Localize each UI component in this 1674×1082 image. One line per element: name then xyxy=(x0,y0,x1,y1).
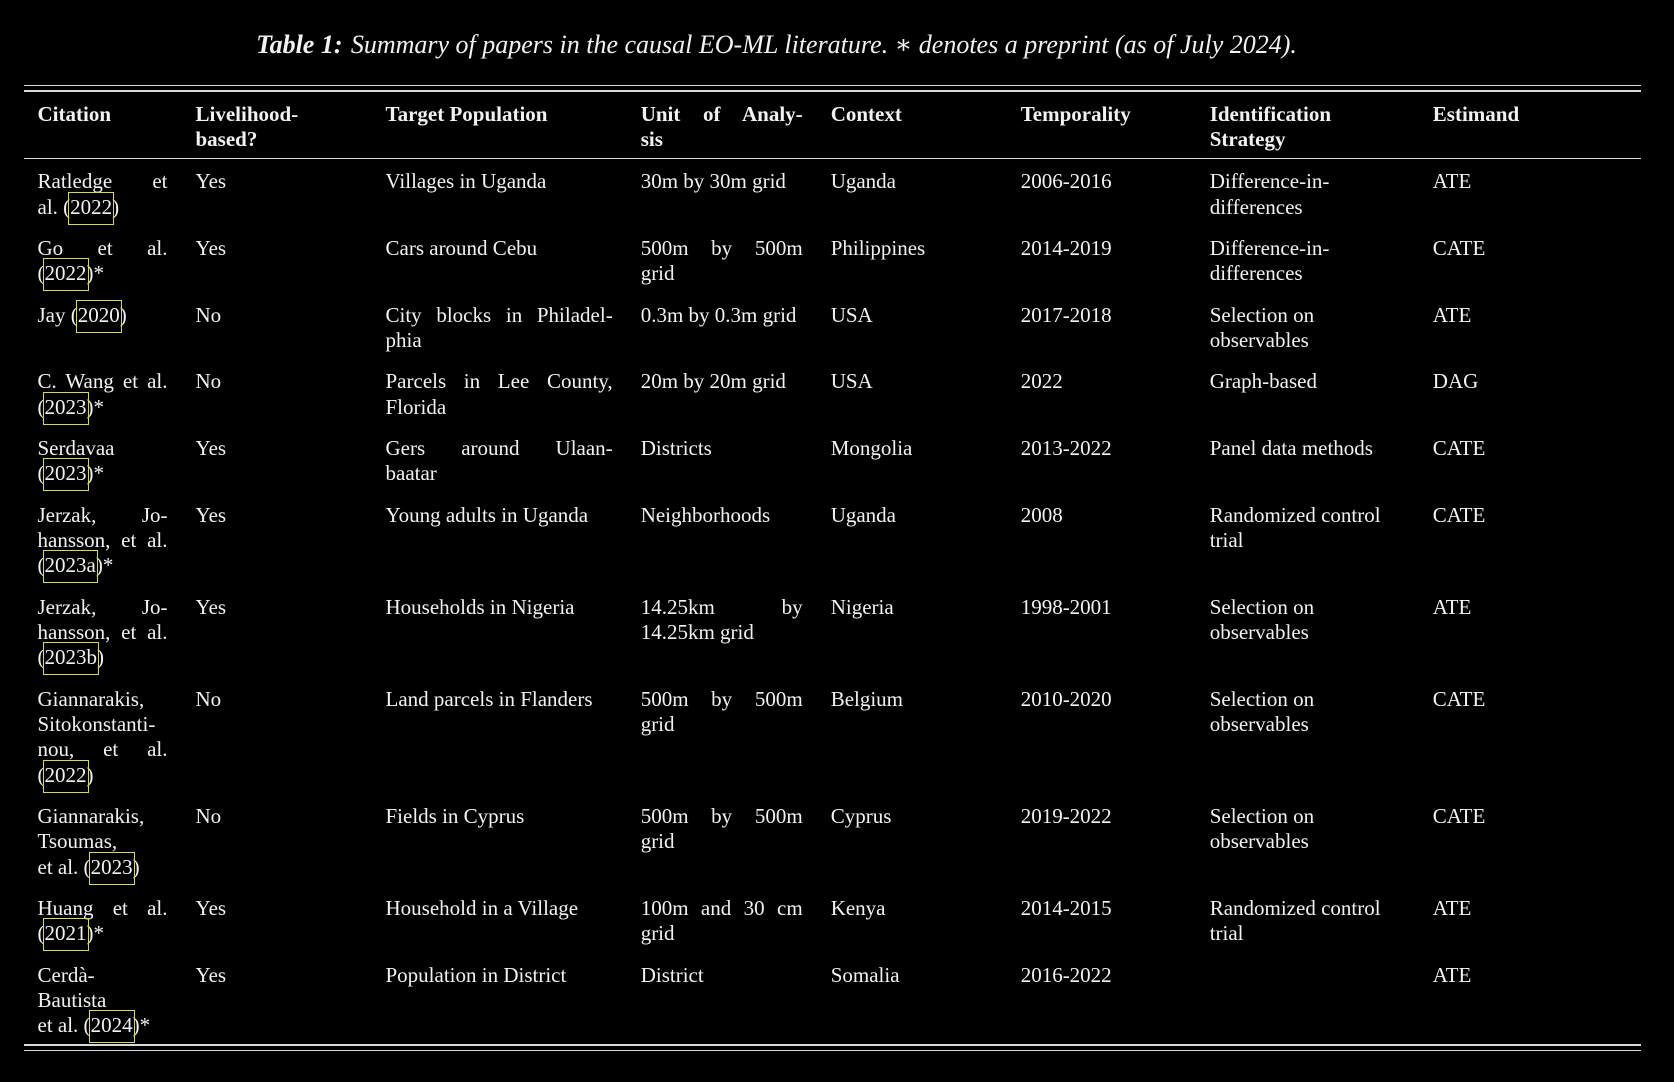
citation-line xyxy=(38,261,168,286)
cell-line: 2013-2022 xyxy=(1020,436,1112,461)
cell-line: 14.25km by xyxy=(640,594,803,619)
cell-temporality xyxy=(1007,226,1196,293)
cell-line: Yes xyxy=(195,895,227,920)
citation-year-link[interactable]: 2023 xyxy=(44,394,87,419)
cell-citation xyxy=(24,293,182,360)
table-row xyxy=(24,159,1642,226)
citation-line xyxy=(38,303,168,328)
cell-line: grid xyxy=(640,921,675,946)
citation-prefix: et al. ( xyxy=(37,1013,91,1038)
column-header-line: based? xyxy=(195,126,258,151)
column-header-line: Target Population xyxy=(385,101,548,126)
column-header-target-population xyxy=(372,92,627,159)
citation-line: Jerzak, Jo- xyxy=(37,502,168,527)
cell-context xyxy=(817,493,1007,585)
cell-livelihood-based xyxy=(182,952,372,1044)
citation-line: Giannarakis, xyxy=(37,803,145,828)
cell-estimand xyxy=(1419,676,1641,793)
cell-livelihood-based xyxy=(182,159,372,226)
cell-livelihood-based xyxy=(182,493,372,585)
cell-unit-of-analysis xyxy=(627,426,817,493)
cell-identification-strategy xyxy=(1196,886,1419,953)
citation-line: hansson, et al. xyxy=(37,528,168,553)
cell-line: CATE xyxy=(1432,502,1486,527)
cell-line: 0.3m by 0.3m grid xyxy=(640,302,797,327)
citation-line xyxy=(38,1013,168,1038)
citation-prefix: ( xyxy=(37,553,45,578)
cell-livelihood-based xyxy=(182,886,372,953)
citation-prefix: ( xyxy=(37,261,45,286)
cell-line: 30m by 30m grid xyxy=(640,169,786,194)
citation-year-link[interactable]: 2021 xyxy=(44,921,87,946)
cell-livelihood-based xyxy=(182,426,372,493)
cell-line: Panel data methods xyxy=(1209,436,1373,461)
citation-line: Jerzak, Jo- xyxy=(37,594,168,619)
column-header-identification-strategy xyxy=(1196,92,1419,159)
cell-line: Cars around Cebu xyxy=(385,236,538,261)
cell-line: 2017-2018 xyxy=(1020,302,1112,327)
cell-unit-of-analysis xyxy=(627,886,817,953)
cell-line: 2008 xyxy=(1020,502,1063,527)
cell-unit-of-analysis xyxy=(627,293,817,360)
cell-line: Fields in Cyprus xyxy=(385,803,525,828)
citation-line xyxy=(38,461,168,486)
cell-line: Randomized control xyxy=(1209,895,1381,920)
cell-citation xyxy=(24,359,182,426)
cell-unit-of-analysis xyxy=(627,159,817,226)
cell-identification-strategy xyxy=(1196,226,1419,293)
preprint-mark: * xyxy=(93,921,104,946)
cell-context xyxy=(817,585,1007,677)
cell-context xyxy=(817,794,1007,886)
cell-line: 2019-2022 xyxy=(1020,803,1112,828)
cell-line: Districts xyxy=(640,436,712,461)
cell-temporality xyxy=(1007,585,1196,677)
citation-line: Tsoumas, xyxy=(37,829,118,854)
cell-line: Uganda xyxy=(830,502,896,527)
citation-line xyxy=(38,645,168,670)
cell-line: ATE xyxy=(1432,302,1472,327)
cell-estimand xyxy=(1419,493,1641,585)
citation-line: Go et al. xyxy=(37,236,168,261)
cell-line: Selection on xyxy=(1209,594,1315,619)
cell-citation xyxy=(24,886,182,953)
cell-target-population xyxy=(372,493,627,585)
cell-line: 500m by 500m xyxy=(640,803,803,828)
cell-target-population xyxy=(372,226,627,293)
preprint-mark: * xyxy=(93,261,104,286)
citation-line: Giannarakis, xyxy=(37,686,145,711)
column-header-line: Livelihood- xyxy=(195,101,299,126)
cell-line: grid xyxy=(640,829,675,854)
citation-prefix: ( xyxy=(37,461,45,486)
citation-year-link[interactable]: 2022 xyxy=(44,261,87,286)
cell-line: Cyprus xyxy=(830,803,892,828)
table-body xyxy=(24,159,1642,1045)
preprint-mark: * xyxy=(102,553,114,578)
citation-suffix: ) xyxy=(86,394,94,419)
cell-line: Yes xyxy=(195,169,227,194)
citation-line xyxy=(38,395,168,420)
cell-temporality xyxy=(1007,952,1196,1044)
citation-prefix: et al. ( xyxy=(37,854,91,879)
table-row xyxy=(24,952,1642,1044)
column-header-line: Citation xyxy=(37,101,111,126)
cell-line: grid xyxy=(640,711,675,736)
citation-prefix: ( xyxy=(37,394,45,419)
column-header-line: sis xyxy=(640,126,663,151)
cell-identification-strategy xyxy=(1196,359,1419,426)
citation-year-link[interactable]: 2022 xyxy=(70,194,113,219)
cell-context xyxy=(817,426,1007,493)
citation-year-link[interactable]: 2023 xyxy=(90,854,133,879)
caption-text: Summary of papers in the causal EO-ML literature. ∗ denotes a preprint (as of July 2024). xyxy=(350,30,1297,59)
cell-line: trial xyxy=(1209,528,1244,553)
cell-line: Selection on xyxy=(1209,302,1315,327)
cell-line: No xyxy=(195,302,222,327)
cell-line: 2014-2015 xyxy=(1020,895,1112,920)
citation-prefix: Jay ( xyxy=(37,302,78,327)
cell-target-population xyxy=(372,886,627,953)
cell-line: 2022 xyxy=(1020,369,1063,394)
citation-suffix: ) xyxy=(132,1013,140,1038)
cell-line: Parcels in Lee County, xyxy=(385,369,613,394)
citation-year-link[interactable]: 2023 xyxy=(44,461,87,486)
cell-temporality xyxy=(1007,676,1196,793)
cell-target-population xyxy=(372,293,627,360)
cell-citation xyxy=(24,493,182,585)
cell-unit-of-analysis xyxy=(627,585,817,677)
cell-estimand xyxy=(1419,359,1641,426)
citation-line: Huang et al. xyxy=(37,895,168,920)
citation-prefix: al. ( xyxy=(37,194,71,219)
cell-temporality xyxy=(1007,159,1196,226)
citation-line: nou, et al. xyxy=(37,737,168,762)
cell-line: 1998-2001 xyxy=(1020,594,1112,619)
table-row xyxy=(24,359,1642,426)
cell-line: observables xyxy=(1209,711,1309,736)
summary-table xyxy=(24,92,1642,1045)
cell-line: Yes xyxy=(195,594,227,619)
cell-line: City blocks in Philadel- xyxy=(385,302,613,327)
citation-year-link[interactable]: 2020 xyxy=(77,302,120,327)
cell-identification-strategy xyxy=(1196,952,1419,1044)
column-header-line: Strategy xyxy=(1209,126,1286,151)
column-header-context xyxy=(817,92,1007,159)
citation-line: Sitokonstanti- xyxy=(37,711,156,736)
citation-line xyxy=(38,195,168,220)
cell-line: grid xyxy=(640,261,675,286)
cell-line: 2014-2019 xyxy=(1020,236,1112,261)
cell-livelihood-based xyxy=(182,359,372,426)
cell-line: Nigeria xyxy=(830,594,894,619)
table-row xyxy=(24,493,1642,585)
citation-prefix: ( xyxy=(37,921,45,946)
cell-line: USA xyxy=(830,369,873,394)
citation-prefix: ( xyxy=(37,762,45,787)
bottom-rule xyxy=(24,1050,1642,1052)
cell-identification-strategy xyxy=(1196,794,1419,886)
cell-line: CATE xyxy=(1432,686,1486,711)
cell-unit-of-analysis xyxy=(627,493,817,585)
citation-line: Bautista xyxy=(37,987,107,1012)
cell-identification-strategy xyxy=(1196,159,1419,226)
cell-line: Philippines xyxy=(830,236,926,261)
cell-line: ATE xyxy=(1432,962,1472,987)
cell-temporality xyxy=(1007,426,1196,493)
cell-line: CATE xyxy=(1432,436,1486,461)
cell-citation xyxy=(24,952,182,1044)
cell-citation xyxy=(24,159,182,226)
cell-target-population xyxy=(372,585,627,677)
cell-target-population xyxy=(372,426,627,493)
cell-line: observables xyxy=(1209,328,1309,352)
column-header-livelihood-based xyxy=(182,92,372,159)
cell-context xyxy=(817,226,1007,293)
caption-label: Table 1: xyxy=(256,30,343,59)
cell-line: Yes xyxy=(195,502,227,527)
cell-line: Somalia xyxy=(830,962,900,987)
preprint-mark: * xyxy=(139,1013,151,1038)
column-header-temporality xyxy=(1007,92,1196,159)
cell-estimand xyxy=(1419,794,1641,886)
cell-context xyxy=(817,159,1007,226)
cell-line: trial xyxy=(1209,921,1244,946)
cell-estimand xyxy=(1419,159,1641,226)
header-row xyxy=(24,92,1642,159)
cell-line: Land parcels in Flanders xyxy=(385,686,593,711)
cell-line: No xyxy=(195,803,222,828)
column-header-line: Unit of Analy- xyxy=(640,101,803,126)
cell-citation xyxy=(24,676,182,793)
cell-context xyxy=(817,676,1007,793)
cell-line: 500m by 500m xyxy=(640,686,803,711)
citation-suffix: ) xyxy=(97,645,104,670)
citation-line: Cerdà- xyxy=(37,962,95,987)
citation-suffix: ) xyxy=(132,854,140,879)
cell-line: 2016-2022 xyxy=(1020,962,1112,987)
cell-line: ATE xyxy=(1432,895,1472,920)
table-caption xyxy=(0,27,1553,63)
cell-line: ATE xyxy=(1432,169,1472,194)
column-header-estimand xyxy=(1419,92,1641,159)
cell-line: CATE xyxy=(1432,236,1486,261)
cell-estimand xyxy=(1419,293,1641,360)
cell-line: Kenya xyxy=(830,895,886,920)
cell-livelihood-based xyxy=(182,293,372,360)
cell-line: 20m by 20m grid xyxy=(640,369,786,394)
citation-year-link[interactable]: 2023b xyxy=(44,645,97,670)
citation-suffix: ) xyxy=(86,461,94,486)
citation-line: Serdavaa xyxy=(37,436,115,461)
cell-line: No xyxy=(195,686,222,711)
cell-line: 100m and 30 cm xyxy=(640,895,803,920)
cell-estimand xyxy=(1419,585,1641,677)
cell-line: DAG xyxy=(1432,369,1479,394)
cell-estimand xyxy=(1419,226,1641,293)
citation-suffix: ) xyxy=(86,921,94,946)
cell-line: 2010-2020 xyxy=(1020,686,1112,711)
column-header-line: Context xyxy=(830,101,902,126)
cell-livelihood-based xyxy=(182,676,372,793)
cell-temporality xyxy=(1007,794,1196,886)
citation-suffix: ) xyxy=(112,194,120,219)
cell-line: Randomized control xyxy=(1209,502,1381,527)
cell-line: 500m by 500m xyxy=(640,236,803,261)
preprint-mark: * xyxy=(93,461,104,486)
table-row xyxy=(24,226,1642,293)
preprint-mark: * xyxy=(93,394,104,419)
cell-line: Gers around Ulaan- xyxy=(385,436,613,461)
cell-unit-of-analysis xyxy=(627,359,817,426)
table-row xyxy=(24,585,1642,677)
cell-line: Difference-in- xyxy=(1209,169,1330,194)
cell-citation xyxy=(24,585,182,677)
column-header-line: Identification xyxy=(1209,101,1332,126)
table-row xyxy=(24,676,1642,793)
cell-line: USA xyxy=(830,302,873,327)
cell-line: Young adults in Uganda xyxy=(385,502,589,527)
cell-line: Neighborhoods xyxy=(640,502,771,527)
cell-line: Yes xyxy=(195,962,227,987)
cell-temporality xyxy=(1007,886,1196,953)
cell-context xyxy=(817,293,1007,360)
cell-temporality xyxy=(1007,293,1196,360)
cell-target-population xyxy=(372,159,627,226)
citation-line: C. Wang et al. xyxy=(37,369,168,394)
cell-line: observables xyxy=(1209,829,1309,854)
table-row xyxy=(24,293,1642,360)
cell-target-population xyxy=(372,676,627,793)
cell-context xyxy=(817,359,1007,426)
cell-context xyxy=(817,886,1007,953)
cell-line: Household in a Village xyxy=(385,895,579,920)
column-header-citation xyxy=(24,92,182,159)
cell-estimand xyxy=(1419,952,1641,1044)
cell-unit-of-analysis xyxy=(627,676,817,793)
column-header-line: Estimand xyxy=(1432,101,1520,126)
cell-line: Population in District xyxy=(385,962,567,987)
cell-line: 14.25km grid xyxy=(640,619,754,644)
cell-line: Households in Nigeria xyxy=(385,594,575,619)
cell-line: differences xyxy=(1209,261,1303,286)
cell-line: 2006-2016 xyxy=(1020,169,1112,194)
table-frame xyxy=(24,85,1642,1052)
cell-identification-strategy xyxy=(1196,493,1419,585)
citation-line xyxy=(38,553,168,578)
table-row xyxy=(24,794,1642,886)
cell-unit-of-analysis xyxy=(627,952,817,1044)
cell-line: differences xyxy=(1209,194,1303,219)
citation-year-link[interactable]: 2024 xyxy=(90,1013,133,1038)
citation-line xyxy=(38,855,168,880)
cell-identification-strategy xyxy=(1196,585,1419,677)
citation-suffix: ) xyxy=(119,302,127,327)
cell-line: baatar xyxy=(385,461,437,486)
column-header-unit-of-analysis xyxy=(627,92,817,159)
cell-line: District xyxy=(640,962,704,987)
cell-line: Selection on xyxy=(1209,803,1315,828)
cell-line: Uganda xyxy=(830,169,896,194)
citation-year-link[interactable]: 2022 xyxy=(44,762,87,787)
cell-line: Yes xyxy=(195,436,227,461)
citation-line: hansson, et al. xyxy=(37,619,168,644)
citation-suffix: ) xyxy=(86,762,94,787)
cell-target-population xyxy=(372,794,627,886)
cell-unit-of-analysis xyxy=(627,794,817,886)
cell-line: CATE xyxy=(1432,803,1486,828)
cell-identification-strategy xyxy=(1196,293,1419,360)
cell-estimand xyxy=(1419,426,1641,493)
cell-line: Villages in Uganda xyxy=(385,169,547,194)
cell-livelihood-based xyxy=(182,794,372,886)
table-row xyxy=(24,426,1642,493)
cell-unit-of-analysis xyxy=(627,226,817,293)
citation-suffix: ) xyxy=(95,553,103,578)
cell-target-population xyxy=(372,952,627,1044)
cell-line: No xyxy=(195,369,222,394)
cell-livelihood-based xyxy=(182,226,372,293)
citation-year-link[interactable]: 2023a xyxy=(44,553,96,578)
cell-citation xyxy=(24,794,182,886)
citation-line xyxy=(38,763,168,788)
column-header-line: Temporality xyxy=(1020,101,1131,126)
citation-suffix: ) xyxy=(86,261,94,286)
cell-line: Mongolia xyxy=(830,436,913,461)
cell-line: Selection on xyxy=(1209,686,1315,711)
cell-context xyxy=(817,952,1007,1044)
cell-line: Difference-in- xyxy=(1209,236,1330,261)
cell-temporality xyxy=(1007,359,1196,426)
cell-citation xyxy=(24,426,182,493)
cell-identification-strategy xyxy=(1196,676,1419,793)
cell-line: Belgium xyxy=(830,686,904,711)
citation-line: Ratledge et xyxy=(37,169,168,194)
cell-line: phia xyxy=(385,328,422,352)
cell-line: Yes xyxy=(195,236,227,261)
cell-line: ATE xyxy=(1432,594,1472,619)
cell-line: Florida xyxy=(385,394,447,419)
cell-livelihood-based xyxy=(182,585,372,677)
table-header xyxy=(24,92,1642,159)
table-row xyxy=(24,886,1642,953)
cell-line: Graph-based xyxy=(1209,369,1317,394)
cell-temporality xyxy=(1007,493,1196,585)
cell-line: observables xyxy=(1209,619,1309,644)
cell-estimand xyxy=(1419,886,1641,953)
cell-target-population xyxy=(372,359,627,426)
citation-prefix: ( xyxy=(37,645,45,670)
cell-citation xyxy=(24,226,182,293)
cell-identification-strategy xyxy=(1196,426,1419,493)
citation-line xyxy=(38,921,168,946)
